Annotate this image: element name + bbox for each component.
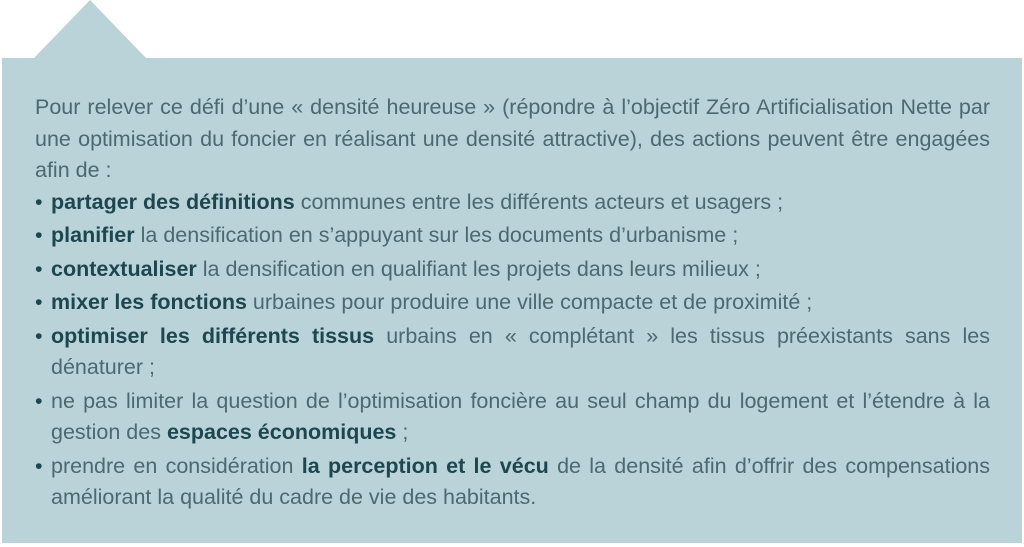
- list-item: [35, 220, 990, 252]
- bullet-icon: •: [35, 223, 43, 247]
- item-emphasis: contextualiser: [51, 256, 197, 281]
- callout-tab: [34, 0, 146, 58]
- item-text-after: ;: [396, 420, 409, 444]
- item-emphasis: optimiser les différents tissus: [51, 323, 375, 348]
- bullet-icon: •: [35, 256, 43, 281]
- item-emphasis: la perception et le vécu: [301, 453, 549, 478]
- item-emphasis: partager des définitions: [51, 189, 295, 214]
- bullet-icon: •: [35, 453, 43, 478]
- list-item: [35, 287, 990, 319]
- item-text-after: communes entre les différents acteurs et usagers ;: [294, 189, 784, 214]
- list-item: [35, 386, 990, 449]
- item-text-after: urbaines pour produire une ville compacte et de proximité ;: [246, 290, 813, 314]
- item-text-after: de la densité afin d’offrir des compensations améliorant la qualité du cadre de vie des habitants.: [51, 453, 991, 509]
- action-list: [35, 187, 990, 514]
- item-emphasis: planifier: [51, 223, 135, 247]
- list-item: [35, 187, 990, 219]
- item-text-after: la densification en qualifiant les projets dans leurs milieux ;: [196, 256, 761, 281]
- list-item: [35, 451, 990, 514]
- item-text-before: prendre en considération: [51, 453, 302, 478]
- item-emphasis: espaces économiques: [166, 420, 397, 444]
- callout-box: [2, 58, 1022, 543]
- intro-paragraph: Pour relever ce défi d’une « densité heureuse » (répondre à l’objectif Zéro Artificialisation Nette par une optimisation du foncier en réalisant une densité attractive), des actions peuvent être engagées afin de :: [35, 95, 990, 182]
- item-emphasis: mixer les fonctions: [51, 290, 247, 314]
- list-item: [35, 254, 990, 286]
- item-text-after: la densification en s’appuyant sur les documents d’urbanisme ;: [134, 223, 739, 247]
- bullet-icon: •: [35, 323, 43, 348]
- bullet-icon: •: [35, 290, 43, 314]
- bullet-icon: •: [35, 189, 43, 214]
- list-item: [35, 321, 990, 384]
- bullet-icon: •: [35, 388, 43, 413]
- item-text-after: urbains en « complétant » les tissus préexistants sans les dénaturer ;: [51, 323, 990, 379]
- item-text-before: ne pas limiter la question de l’optimisation foncière au seul champ du logement et l’étendre à la gestion des: [51, 388, 990, 444]
